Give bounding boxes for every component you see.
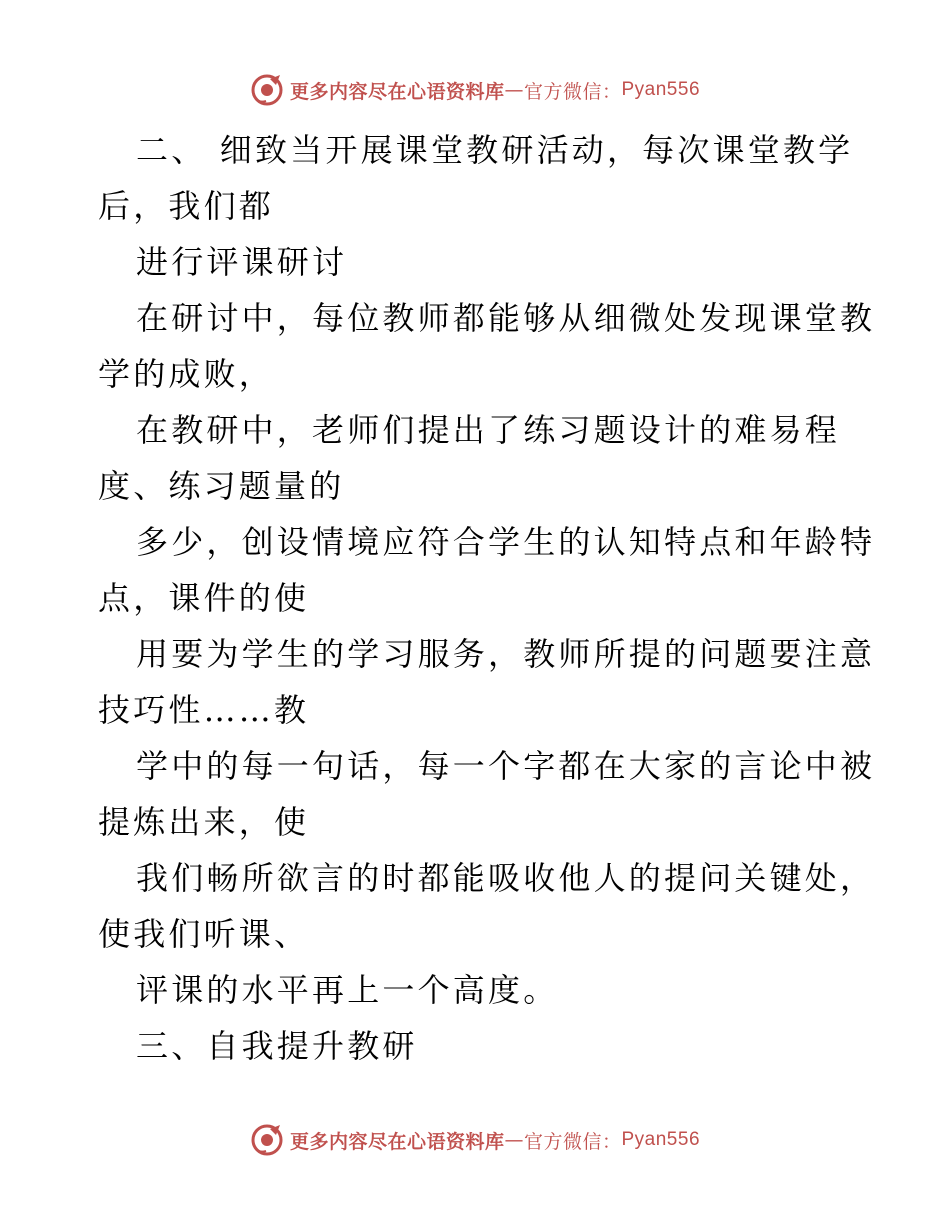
header-banner	[0, 70, 950, 110]
text-line: 在研讨中，每位教师都能够从细微处发现课堂教	[136, 299, 876, 337]
text-line: 进行评课研讨	[136, 243, 348, 281]
text-line: 用要为学生的学习服务，教师所提的问题要注意	[136, 635, 876, 673]
text-line: 多少，创设情境应符合学生的认知特点和年龄特	[136, 523, 876, 561]
text-line: 技巧性……教	[98, 691, 310, 729]
text-line: 点，课件的使	[98, 579, 310, 617]
text-line: 后，我们都	[98, 187, 275, 225]
document-body	[98, 122, 876, 1074]
header-dash: —	[504, 79, 524, 101]
text-line: 二、 细致当开展课堂教研活动，每次课堂教学	[136, 131, 854, 169]
text-line: 使我们听课、	[98, 915, 310, 953]
text-line: 在教研中，老师们提出了练习题设计的难易程	[136, 411, 841, 449]
footer-wechat-id: Pyan556	[621, 1129, 701, 1150]
footer-banner	[0, 1120, 950, 1160]
text-line: 度、练习题量的	[98, 467, 345, 505]
footer-dash: —	[504, 1129, 524, 1151]
text-line: 学的成败，	[98, 355, 275, 393]
pen-logo-icon	[250, 73, 284, 107]
pen-logo-icon	[250, 1123, 284, 1157]
footer-wechat-label: 官方微信：	[523, 1130, 622, 1153]
text-line: 我们畅所欲言的时都能吸收他人的提问关键处，	[136, 859, 876, 897]
text-line: 评课的水平再上一个高度。	[136, 971, 559, 1009]
header-wechat-label: 官方微信：	[523, 80, 622, 103]
header-wechat-id: Pyan556	[621, 79, 701, 100]
footer-site-text: 更多内容尽在心语资料库	[289, 1130, 505, 1153]
text-line: 三、自我提升教研	[136, 1027, 418, 1065]
text-line: 学中的每一句话，每一个字都在大家的言论中被	[136, 747, 876, 785]
text-line: 提炼出来，使	[98, 803, 310, 841]
header-site-text: 更多内容尽在心语资料库	[289, 80, 505, 103]
